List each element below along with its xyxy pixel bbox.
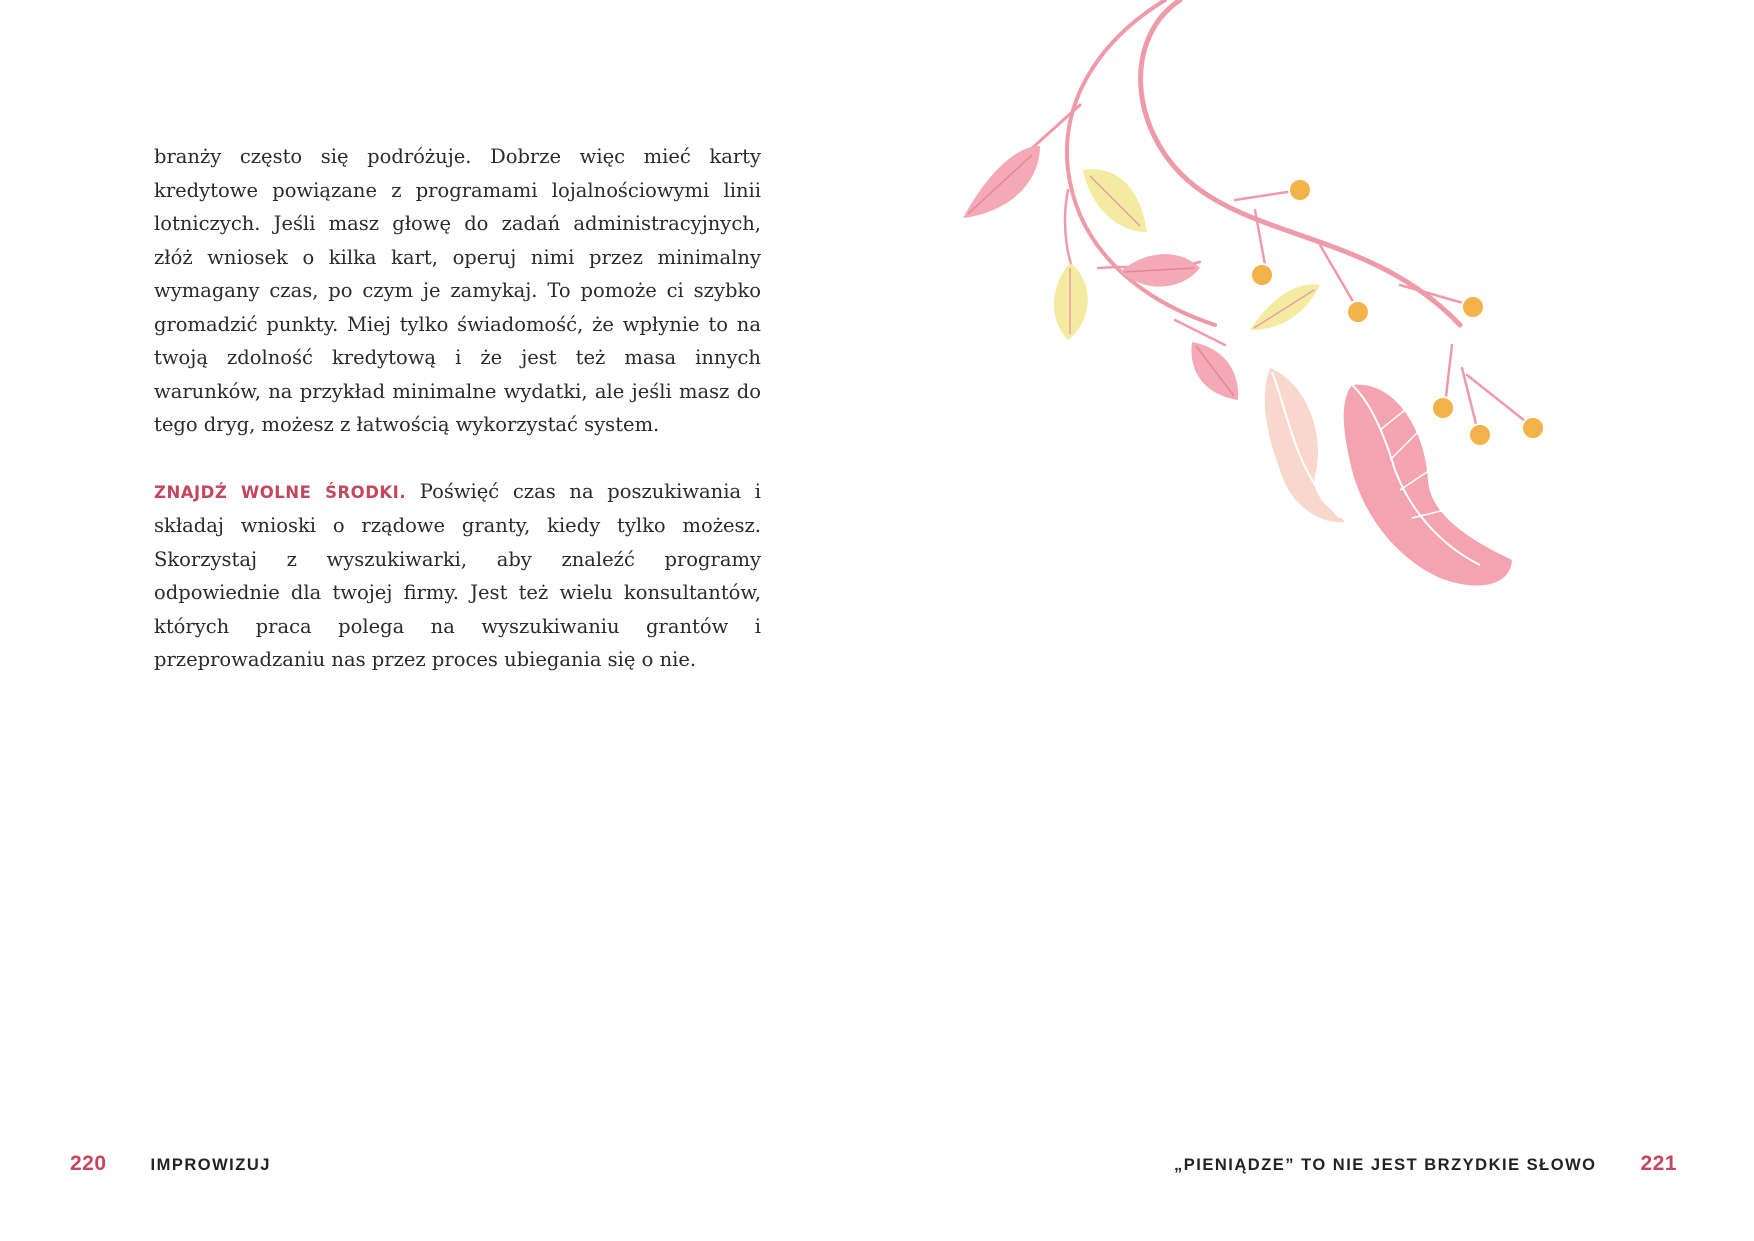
berry [1347,301,1369,323]
berry [1289,179,1311,201]
body-text [154,140,761,677]
berry [1522,417,1544,439]
footer-left [70,1152,271,1176]
leaf-pink [1191,342,1238,400]
paragraph-text: Poświęć czas na poszukiwania i składaj wnioski o rządowe granty, kiedy tylko możesz. Skorzystaj z wyszukiwarki, aby znaleźć programy odpowiednie dla twojej firmy. Jest też wielu konsultantów, których praca polega na wyszukiwaniu grantów i przeprowadzaniu nas przez proces ubiegania się o nie. [154,479,761,671]
paragraph [154,475,761,677]
leaf-yellow [1250,285,1320,330]
berry [1432,397,1454,419]
leaf-yellow [1083,169,1147,232]
paragraph-text: branży często się podróżuje. Dobrze więc mieć karty kredytowe powiązane z programami lojalnościowymi linii lotniczych. Jeśli masz głowę do zadań administracyjnych, złóż wniosek o kilka kart, operuj nimi przez minimalny wymagany czas, po czym je zamykaj. To pomoże ci szybko gromadzić punkty. Miej tylko świadomość, że wpłynie to na twoją zdolność kredytową i że jest też masa innych warunków, na przykład minimalne wydatki, ale jeśli masz do tego dryg, możesz z łatwością wykorzystać system. [154,145,761,436]
branch-twig [1175,320,1225,345]
footer-right [1174,1152,1677,1176]
page-number-left: 220 [70,1152,107,1175]
branch-twig [1467,375,1530,425]
feather-peach [1265,368,1345,522]
branch-twig [1445,345,1452,405]
page-number-right: 221 [1640,1152,1677,1175]
paragraph [154,140,761,442]
berry [1469,424,1491,446]
running-title-left: IMPROWIZUJ [150,1156,271,1174]
berry [1462,296,1484,318]
leaf-pink [963,146,1040,218]
paragraph-lead-heading: ZNAJDŹ WOLNE ŚRODKI. [154,482,407,502]
running-title-right: „PIENIĄDZE” TO NIE JEST BRZYDKIE SŁOWO [1174,1156,1597,1174]
leaf-yellow [1054,263,1088,340]
branch-illustration [960,0,1580,610]
feather-pink [1330,372,1512,585]
berry [1251,264,1273,286]
branch-twig [1030,105,1080,150]
